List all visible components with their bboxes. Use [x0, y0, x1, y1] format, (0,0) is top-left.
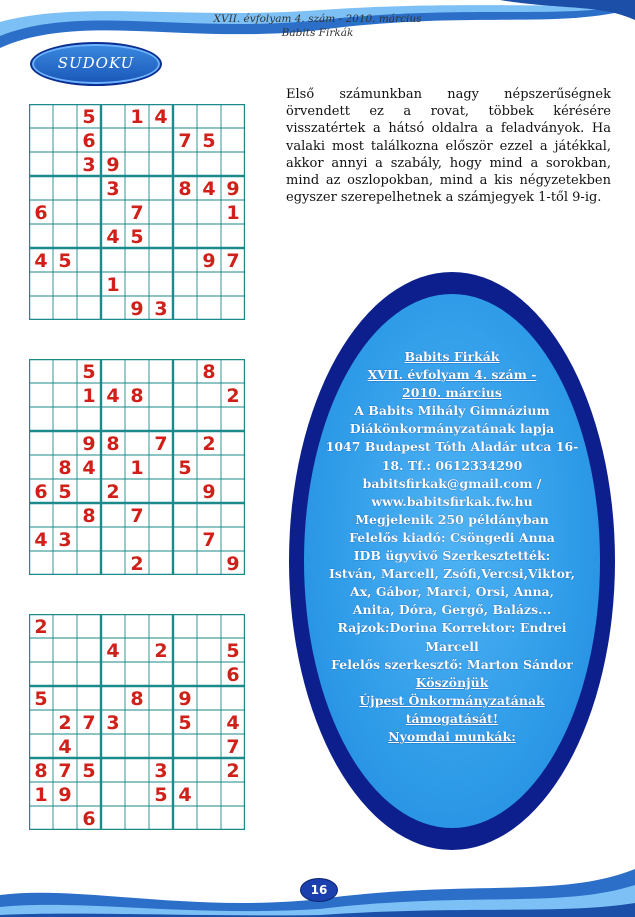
- sudoku-given-digit: 6: [226, 664, 240, 686]
- sudoku-given-digit: 4: [106, 385, 120, 407]
- masthead-line: támogatását!: [405, 710, 499, 726]
- masthead-line: 1047 Budapest Tóth Aladár utca 16-: [325, 439, 579, 455]
- masthead-line: Újpest Önkormányzatának: [359, 692, 545, 708]
- sudoku-given-digit: 3: [106, 712, 120, 734]
- sudoku-given-digit: 2: [202, 433, 216, 455]
- sudoku-given-digit: 8: [58, 457, 72, 479]
- masthead-line: Nyomdai munkák:: [388, 728, 516, 744]
- sudoku-given-digit: 4: [178, 784, 192, 806]
- sudoku-given-digit: 6: [34, 202, 48, 224]
- sudoku-given-digit: 3: [82, 154, 96, 176]
- masthead-line: 2010. március: [402, 385, 502, 401]
- sudoku-given-digit: 1: [130, 106, 144, 128]
- sudoku-given-digit: 9: [226, 178, 240, 200]
- sudoku-given-digit: 4: [154, 106, 168, 128]
- sudoku-given-digit: 6: [82, 130, 96, 152]
- sudoku-given-digit: 4: [58, 736, 72, 758]
- sudoku-given-digit: 2: [106, 481, 120, 503]
- publication-name: Babits Firkák: [281, 27, 354, 39]
- intro-paragraph: Első számunkban nagy népszerűségnek örvendett ez a rovat, többek kérésére visszatértek a hátsó oldalra a feladványok. Ha valaki most találkozna először ezzel a játékkal, akkor annyi a szabály, hogy mind a sorokban, mind az oszlopokban, mind a kis négyzetekben egyszer szerepelhetnek a számjegyek 1-től 9-ig.: [286, 87, 611, 206]
- masthead-line: Köszönjük: [415, 674, 489, 690]
- sudoku-given-digit: 7: [178, 130, 192, 152]
- page-number: 16: [300, 878, 338, 902]
- masthead-line: XVII. évfolyam 4. szám -: [367, 367, 537, 383]
- sudoku-given-digit: 9: [226, 553, 240, 575]
- sudoku-given-digit: 1: [106, 274, 120, 296]
- masthead-line: Felelős kiadó: Csöngedi Anna: [349, 529, 555, 545]
- section-badge: [30, 42, 162, 86]
- masthead-line: István, Marcell, Zsófi,Vercsi,Viktor,: [329, 566, 575, 582]
- sudoku-given-digit: 3: [106, 178, 120, 200]
- sudoku-given-digit: 7: [82, 712, 96, 734]
- sudoku-given-digit: 8: [106, 433, 120, 455]
- sudoku-given-digit: 4: [226, 712, 240, 734]
- masthead-line: Rajzok:Dorina Korrektor: Endrei: [337, 620, 567, 636]
- sudoku-given-digit: 6: [82, 808, 96, 830]
- sudoku-given-digit: 4: [106, 226, 120, 248]
- masthead-line: IDB ügyvivő Szerkesztették:: [353, 548, 551, 564]
- sudoku-given-digit: 7: [226, 736, 240, 758]
- masthead-line: babitsfirkak@gmail.com /: [362, 475, 542, 491]
- sudoku-given-digit: 5: [178, 712, 192, 734]
- sudoku-given-digit: 5: [34, 688, 48, 710]
- sudoku-given-digit: 5: [226, 640, 240, 662]
- sudoku-given-digit: 9: [58, 784, 72, 806]
- masthead-text: [316, 348, 588, 746]
- sudoku-given-digit: 7: [202, 529, 216, 551]
- sudoku-given-digit: 5: [82, 361, 96, 383]
- sudoku-given-digit: 8: [130, 688, 144, 710]
- section-title: SUDOKU: [57, 54, 135, 72]
- sudoku-given-digit: 4: [34, 529, 48, 551]
- sudoku-given-digit: 9: [82, 433, 96, 455]
- sudoku-given-digit: 4: [34, 250, 48, 272]
- sudoku-given-digit: 5: [58, 481, 72, 503]
- sudoku-given-digit: 7: [226, 250, 240, 272]
- sudoku-given-digit: 5: [154, 784, 168, 806]
- sudoku-given-digit: 9: [130, 298, 144, 320]
- sudoku-given-digit: 4: [82, 457, 96, 479]
- sudoku-given-digit: 8: [130, 385, 144, 407]
- sudoku-given-digit: 5: [130, 226, 144, 248]
- masthead-line: www.babitsfirkak.fw.hu: [371, 493, 533, 509]
- sudoku-grid-1: [29, 104, 245, 320]
- sudoku-given-digit: 8: [178, 178, 192, 200]
- sudoku-given-digit: 5: [202, 130, 216, 152]
- sudoku-given-digit: 1: [130, 457, 144, 479]
- sudoku-given-digit: 7: [130, 202, 144, 224]
- sudoku-given-digit: 4: [202, 178, 216, 200]
- masthead-line: Felelős szerkesztő: Marton Sándor: [331, 656, 573, 672]
- masthead-line: 18. Tf.: 0612334290: [381, 457, 523, 473]
- sudoku-given-digit: 2: [130, 553, 144, 575]
- masthead-line: Ax, Gábor, Marci, Orsi, Anna,: [350, 584, 554, 600]
- sudoku-given-digit: 9: [202, 481, 216, 503]
- sudoku-given-digit: 5: [178, 457, 192, 479]
- sudoku-given-digit: 8: [82, 505, 96, 527]
- sudoku-given-digit: 4: [106, 640, 120, 662]
- sudoku-grid-3: [29, 614, 245, 830]
- issue-header: XVII. évfolyam 4. szám - 2010. március: [213, 13, 422, 25]
- sudoku-given-digit: 3: [58, 529, 72, 551]
- sudoku-given-digit: 8: [34, 760, 48, 782]
- sudoku-given-digit: 2: [154, 640, 168, 662]
- sudoku-given-digit: 5: [58, 250, 72, 272]
- masthead-line: Diákönkormányzatának lapja: [349, 421, 555, 437]
- sudoku-given-digit: 7: [58, 760, 72, 782]
- sudoku-given-digit: 1: [34, 784, 48, 806]
- sudoku-given-digit: 2: [34, 616, 48, 638]
- sudoku-given-digit: 1: [82, 385, 96, 407]
- sudoku-given-digit: 7: [130, 505, 144, 527]
- sudoku-given-digit: 5: [82, 760, 96, 782]
- sudoku-given-digit: 9: [202, 250, 216, 272]
- sudoku-given-digit: 6: [34, 481, 48, 503]
- sudoku-given-digit: 9: [106, 154, 120, 176]
- masthead-line: Marcell: [425, 638, 479, 654]
- sudoku-given-digit: 5: [82, 106, 96, 128]
- sudoku-given-digit: 9: [178, 688, 192, 710]
- sudoku-given-digit: 2: [226, 385, 240, 407]
- sudoku-grid-2: [29, 359, 245, 575]
- sudoku-given-digit: 2: [226, 760, 240, 782]
- masthead-line: Babits Firkák: [404, 349, 500, 364]
- sudoku-given-digit: 3: [154, 298, 168, 320]
- sudoku-given-digit: 7: [154, 433, 168, 455]
- masthead-line: Megjelenik 250 példányban: [355, 511, 549, 527]
- sudoku-given-digit: 3: [154, 760, 168, 782]
- masthead-line: A Babits Mihály Gimnázium: [354, 403, 550, 419]
- sudoku-given-digit: 2: [58, 712, 72, 734]
- masthead-line: Anita, Dóra, Gergő, Balázs...: [352, 602, 552, 618]
- sudoku-given-digit: 1: [226, 202, 240, 224]
- sudoku-given-digit: 8: [202, 361, 216, 383]
